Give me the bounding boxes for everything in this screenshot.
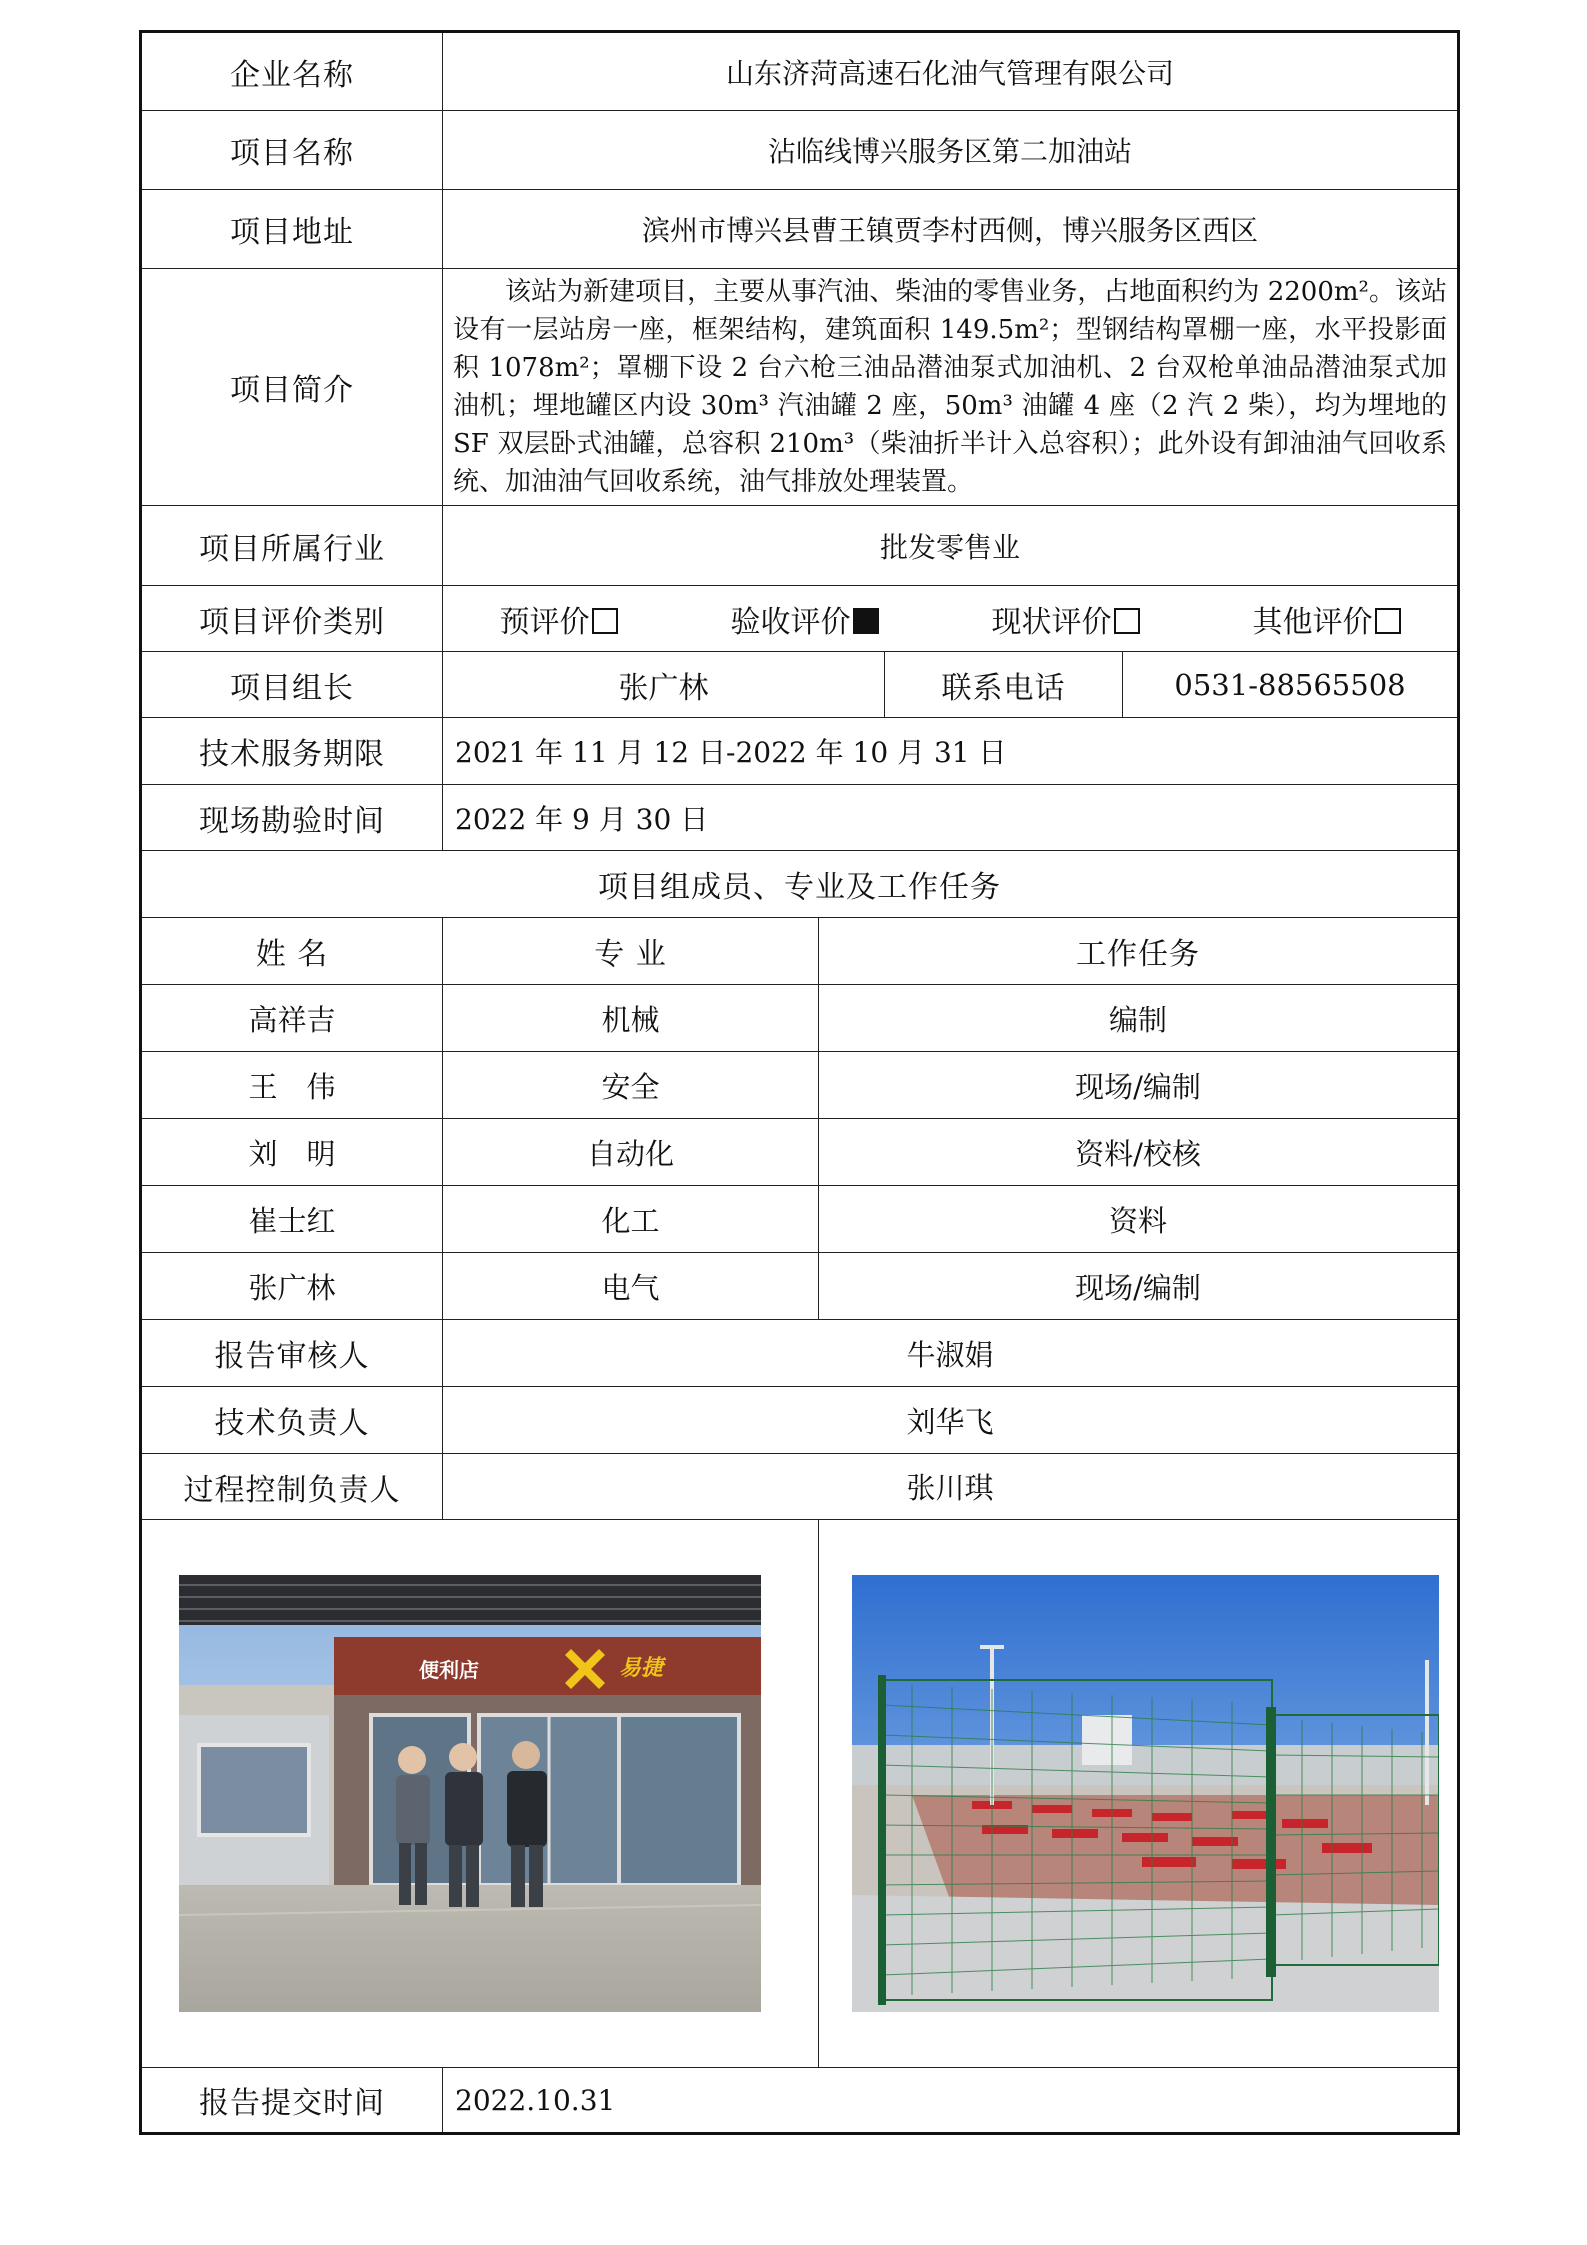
tech-lead-row — [141, 1387, 1459, 1454]
tech-lead-label: 技术负责人 — [141, 1387, 443, 1454]
category-option-pre[interactable] — [500, 597, 618, 641]
station-building-photo — [179, 1575, 761, 2012]
team-title: 项目组成员、专业及工作任务 — [141, 851, 1459, 918]
team-row — [141, 1052, 1459, 1119]
checkbox-icon[interactable] — [853, 608, 879, 634]
industry-row — [141, 506, 1459, 586]
leader-value: 张广林 — [443, 652, 885, 718]
project-label: 项目名称 — [141, 111, 443, 190]
company-value: 山东济菏高速石化油气管理有限公司 — [443, 32, 1459, 111]
team-member-name: 高祥吉 — [141, 985, 443, 1052]
project-value: 沾临线博兴服务区第二加油站 — [443, 111, 1459, 190]
team-member-task: 现场/编制 — [819, 1052, 1459, 1119]
company-row — [141, 32, 1459, 111]
team-member-name: 刘 明 — [141, 1119, 443, 1186]
team-member-major: 自动化 — [443, 1119, 819, 1186]
team-row — [141, 985, 1459, 1052]
category-option-status[interactable] — [992, 597, 1140, 641]
service-period-row — [141, 718, 1459, 785]
tech-lead-value: 刘华飞 — [443, 1387, 1459, 1454]
submit-label: 报告提交时间 — [141, 2068, 443, 2134]
company-label: 企业名称 — [141, 32, 443, 111]
team-title-row — [141, 851, 1459, 918]
address-label: 项目地址 — [141, 190, 443, 269]
checkbox-icon[interactable] — [1375, 608, 1401, 634]
submit-value: 2022.10.31 — [443, 2068, 1459, 2134]
phone-value: 0531-88565508 — [1123, 652, 1459, 718]
reviewer-row — [141, 1320, 1459, 1387]
team-member-task: 资料/校核 — [819, 1119, 1459, 1186]
team-row — [141, 1253, 1459, 1320]
category-row — [141, 586, 1459, 652]
photo-cell-left — [141, 1520, 819, 2068]
reviewer-value: 牛淑娟 — [443, 1320, 1459, 1387]
team-row — [141, 1119, 1459, 1186]
store-sign-text: 便利店 — [419, 1658, 479, 1682]
team-member-name: 王 伟 — [141, 1052, 443, 1119]
team-member-major: 电气 — [443, 1253, 819, 1320]
team-member-task: 编制 — [819, 985, 1459, 1052]
team-member-major: 安全 — [443, 1052, 819, 1119]
survey-time-label: 现场勘验时间 — [141, 785, 443, 851]
checkbox-icon[interactable] — [592, 608, 618, 634]
team-row — [141, 1186, 1459, 1253]
team-member-major: 化工 — [443, 1186, 819, 1253]
photo-cell-right — [819, 1520, 1459, 2068]
team-header-major: 专 业 — [443, 918, 819, 985]
process-lead-value: 张川琪 — [443, 1454, 1459, 1520]
process-lead-row — [141, 1454, 1459, 1520]
team-header-row — [141, 918, 1459, 985]
station-building-image — [179, 1575, 761, 2012]
industry-value: 批发零售业 — [443, 506, 1459, 586]
team-member-name: 崔士红 — [141, 1186, 443, 1253]
photo-row — [141, 1520, 1459, 2068]
reviewer-label: 报告审核人 — [141, 1320, 443, 1387]
checkbox-icon[interactable] — [1114, 608, 1140, 634]
survey-time-value: 2022 年 9 月 30 日 — [443, 785, 1459, 851]
address-row — [141, 190, 1459, 269]
project-row — [141, 111, 1459, 190]
intro-text: 该站为新建项目，主要从事汽油、柴油的零售业务，占地面积约为 2200m²。该站设有一层站房一座，框架结构，建筑面积 149.5m²；型钢结构罩棚一座，水平投影面积 1078m²；罩棚下设 2 台六枪三油品潜油泵式加油机、2 台双枪单油品潜油泵式加油机；埋地罐区内设 30m³ 汽油罐 2 座，50m³ 油罐 4 座（2 汽 2 柴），均为埋地的 SF 双层卧式油罐，总容积 210m³（柴油折半计入总容积）；此外设有卸油油气回收系统、加油油气回收系统，油气排放处理装置。 — [453, 277, 1448, 497]
process-lead-label: 过程控制负责人 — [141, 1454, 443, 1520]
team-member-task: 资料 — [819, 1186, 1459, 1253]
leader-row — [141, 652, 1459, 718]
team-header-name: 姓 名 — [141, 918, 443, 985]
intro-label: 项目简介 — [141, 269, 443, 506]
intro-cell — [443, 269, 1459, 506]
intro-row — [141, 269, 1459, 506]
industry-label: 项目所属行业 — [141, 506, 443, 586]
category-option-acceptance[interactable] — [731, 597, 879, 641]
category-option-other[interactable] — [1253, 597, 1401, 641]
report-table — [139, 30, 1460, 2135]
brand-sign-text: 易捷 — [619, 1656, 664, 1681]
category-option-label: 预评价 — [499, 604, 590, 640]
team-member-major: 机械 — [443, 985, 819, 1052]
category-label: 项目评价类别 — [141, 586, 443, 652]
team-member-name: 张广林 — [141, 1253, 443, 1320]
submit-row — [141, 2068, 1459, 2134]
category-option-label: 验收评价 — [730, 604, 851, 640]
category-option-label: 其他评价 — [1252, 604, 1373, 640]
team-member-task: 现场/编制 — [819, 1253, 1459, 1320]
tank-area-image — [852, 1575, 1439, 2012]
leader-label: 项目组长 — [141, 652, 443, 718]
team-header-task: 工作任务 — [819, 918, 1459, 985]
tank-area-photo — [852, 1575, 1439, 2012]
phone-label: 联系电话 — [885, 652, 1123, 718]
survey-time-row — [141, 785, 1459, 851]
service-period-value: 2021 年 11 月 12 日-2022 年 10 月 31 日 — [443, 718, 1459, 785]
service-period-label: 技术服务期限 — [141, 718, 443, 785]
category-options — [443, 586, 1459, 652]
address-value: 滨州市博兴县曹王镇贾李村西侧，博兴服务区西区 — [443, 190, 1459, 269]
category-option-label: 现状评价 — [991, 604, 1112, 640]
